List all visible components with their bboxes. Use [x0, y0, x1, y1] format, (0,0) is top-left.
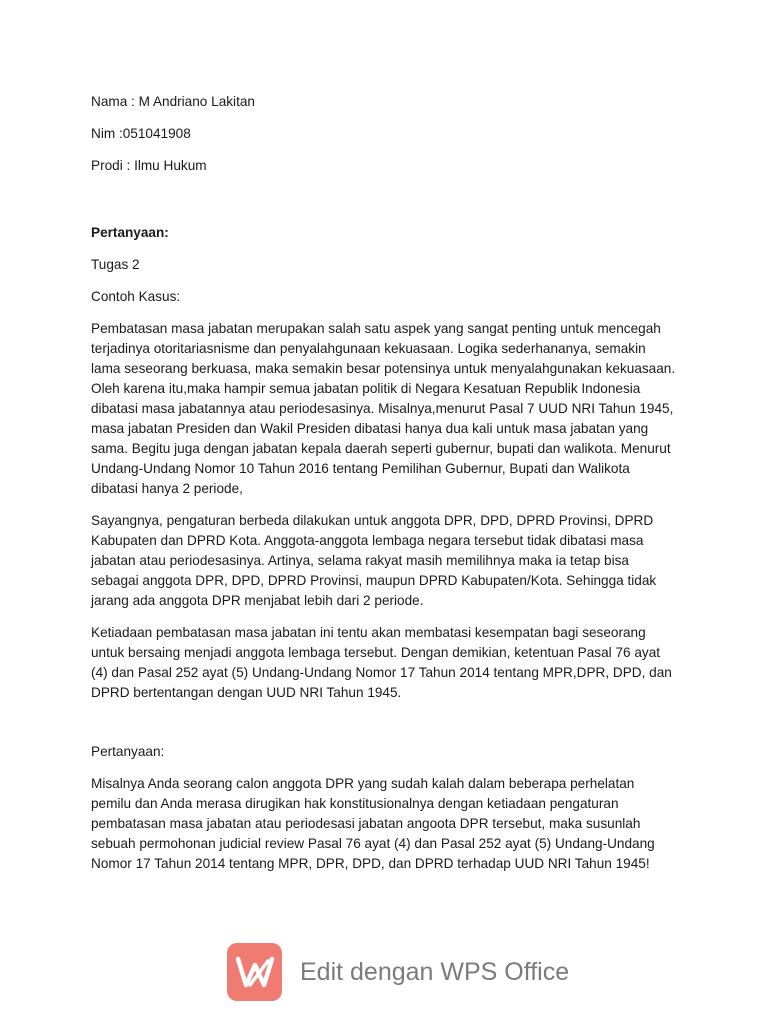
- paragraph-line: untuk bersaing menjadi anggota lembaga tersebut. Dengan demikian, ketentuan Pasal 76 ayat: [91, 645, 661, 660]
- study-program: Prodi : Ilmu Hukum: [91, 158, 207, 173]
- question-paragraph: [91, 774, 683, 874]
- paragraph-line: jabatan atau periodesasinya. Artinya, selama rakyat masih memilihnya maka ia tetap bisa: [91, 553, 629, 568]
- student-nim: Nim :051041908: [91, 126, 191, 141]
- paragraph-conflict: [91, 623, 683, 703]
- paragraph-term-limits: [91, 319, 683, 499]
- paragraph-line: terjadinya otoritariasnisme dan penyalahgunaan kekuasaan. Logika sederhananya, semakin: [91, 341, 646, 356]
- paragraph-line: Kabupaten dan DPRD Kota. Anggota-anggota lembaga negara tersebut tidak dibatasi masa: [91, 533, 644, 548]
- paragraph-line: dibatasi hanya 2 periode,: [91, 481, 243, 496]
- question-heading-bold: Pertanyaan:: [91, 225, 169, 240]
- paragraph-line: dibatasi masa jabatannya atau periodesasinya. Misalnya,menurut Pasal 7 UUD NRI Tahun 1945,: [91, 401, 674, 416]
- paragraph-line: pemilu dan Anda merasa dirugikan hak konstitusionalnya dengan ketiadaan pengaturan: [91, 796, 619, 811]
- wps-office-logo-icon: [227, 943, 282, 1001]
- paragraph-line: pembatasan masa jabatan atau periodesasi jabatan angoota DPR tersebut, maka susunlah: [91, 816, 641, 831]
- paragraph-line: DPRD bertentangan dengan UUD NRI Tahun 1945.: [91, 685, 402, 700]
- paragraph-line: (4) dan Pasal 252 ayat (5) Undang-Undang Nomor 17 Tahun 2014 tentang MPR,DPR, DPD, dan: [91, 665, 672, 680]
- wps-watermark[interactable]: [227, 943, 569, 1001]
- paragraph-line: Misalnya Anda seorang calon anggota DPR yang sudah kalah dalam beberapa perhelatan: [91, 776, 635, 791]
- document-body: [91, 92, 683, 874]
- paragraph-line: masa jabatan Presiden dan Wakil Presiden dibatasi hanya dua kali untuk masa jabatan yang: [91, 421, 649, 436]
- paragraph-line: jarang ada anggota DPR menjabat lebih dari 2 periode.: [91, 593, 424, 608]
- question-heading: Pertanyaan:: [91, 744, 165, 759]
- paragraph-line: Nomor 17 Tahun 2014 tentang MPR, DPR, DPD, dan DPRD terhadap UUD NRI Tahun 1945!: [91, 856, 650, 871]
- wps-w-glyph-icon: [235, 955, 275, 989]
- assignment-label: Tugas 2: [91, 257, 140, 272]
- paragraph-dpr-no-limit: [91, 511, 683, 611]
- paragraph-line: Sayangnya, pengaturan berbeda dilakukan untuk anggota DPR, DPD, DPRD Provinsi, DPRD: [91, 513, 654, 528]
- watermark-text: Edit dengan WPS Office: [300, 957, 570, 986]
- paragraph-line: sama. Begitu juga dengan jabatan kepala daerah seperti gubernur, bupati dan walikota. Menurut: [91, 441, 671, 456]
- paragraph-line: sebuah permohonan judicial review Pasal 76 ayat (4) dan Pasal 252 ayat (5) Undang-Undang: [91, 836, 655, 851]
- case-example-label: Contoh Kasus:: [91, 289, 181, 304]
- paragraph-line: Undang-Undang Nomor 10 Tahun 2016 tentang Pemilihan Gubernur, Bupati dan Walikota: [91, 461, 630, 476]
- paragraph-line: Ketiadaan pembatasan masa jabatan ini tentu akan membatasi kesempatan bagi seseorang: [91, 625, 646, 640]
- paragraph-line: lama seseorang berkuasa, maka semakin besar potensinya untuk menyalahgunakan kekuasaan.: [91, 361, 676, 376]
- paragraph-line: sebagai anggota DPR, DPD, DPRD Provinsi, maupun DPRD Kabupaten/Kota. Sehingga tidak: [91, 573, 657, 588]
- student-name: Nama : M Andriano Lakitan: [91, 94, 255, 109]
- paragraph-line: Pembatasan masa jabatan merupakan salah satu aspek yang sangat penting untuk mencegah: [91, 321, 661, 336]
- paragraph-line: Oleh karena itu,maka hampir semua jabatan politik di Negara Kesatuan Republik Indonesia: [91, 381, 641, 396]
